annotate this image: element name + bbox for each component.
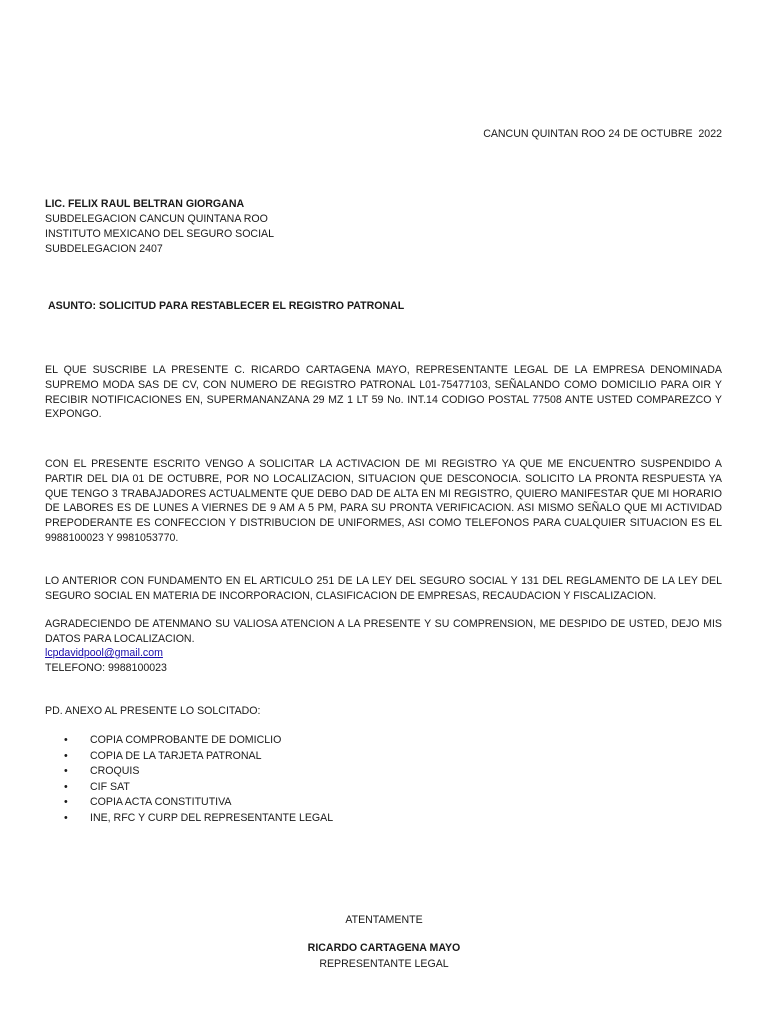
list-item [64,780,333,796]
addressee-name: LIC. FELIX RAUL BELTRAN GIORGANA [45,198,245,210]
body-paragraph-2: CON EL PRESENTE ESCRITO VENGO A SOLICITAR LA ACTIVACION DE MI REGISTRO YA QUE ME ENCUENTRO SUSPENDIDO A PARTIR DEL DIA 01 DE OCTUBRE, POR NO LOCALIZACION, SITUACION QUE DESCONOCIA. SOLICITO LA PRONTA RESPUESTA YA QUE TENGO 3 TRABAJADORES ACTUALMENTE QUE DEBO DAD DE ALTA EN MI REGISTRO, QUIERO MANIFESTAR QUE MI HORARIO DE LABORES ES DE LUNES A VIERNES DE 9 AM A 5 PM, PARA SU PRONTA VERIFICACION. ASI MISMO SEÑALO QUE MI ACTIVIDAD PREPODERANTE ES CONFECCION Y DISTRIBUCION DE UNIFORMES, ASI COMO TELEFONOS PARA CUALQUIER SITUACION ES EL 9988100023 Y 9981053770. [45,458,722,544]
annex-list [64,733,333,826]
closing-salutation: ATENTAMENTE [345,914,423,926]
list-item [64,764,333,780]
list-item-label: COPIA DE LA TARJETA PATRONAL [90,749,262,762]
bullet-icon: • [64,734,68,746]
list-item-label: COPIA ACTA CONSTITUTIVA [90,796,232,808]
signer-role: REPRESENTANTE LEGAL [319,958,449,970]
bullet-icon: • [64,780,68,793]
list-item [64,795,333,811]
body-paragraph-3: LO ANTERIOR CON FUNDAMENTO EN EL ARTICULO 251 DE LA LEY DEL SEGURO SOCIAL Y 131 DEL REGLAMENTO DE LA LEY DEL SEGURO SOCIAL EN MATERIA DE INCORPORACION, CLASIFICACION DE EMPRESAS, RECAUDACION Y FISCALIZACION. [45,575,722,602]
addressee-block [45,197,274,257]
phone-line: TELEFONO: 9988100023 [45,661,167,674]
addressee-line-3: SUBDELEGACION 2407 [45,243,163,255]
bullet-icon: • [64,765,68,777]
list-item [64,749,333,765]
subject-line: ASUNTO: SOLICITUD PARA RESTABLECER EL REGISTRO PATRONAL [48,300,405,312]
bullet-icon: • [64,796,68,808]
annex-intro: PD. ANEXO AL PRESENTE LO SOLCITADO: [45,705,261,717]
list-item-label: CIF SAT [90,780,130,793]
bullet-icon: • [64,749,68,762]
body-paragraph-1: EL QUE SUSCRIBE LA PRESENTE C. RICARDO CARTAGENA MAYO, REPRESENTANTE LEGAL DE LA EMPRESA DENOMINADA SUPREMO MODA SAS DE CV, CON NUMERO DE REGISTRO PATRONAL L01-75477103, SEÑALANDO COMO DOMICILIO PARA OIR Y RECIBIR NOTIFICACIONES EN, SUPERMANANZANA 29 MZ 1 LT 59 No. INT.14 CODIGO POSTAL 77508 ANTE USTED COMPAREZCO Y EXPONGO. [45,364,722,421]
list-item [64,733,333,749]
addressee-line-1: SUBDELEGACION CANCUN QUINTANA ROO [45,213,268,225]
signer-name: RICARDO CARTAGENA MAYO [307,942,461,954]
date-line: CANCUN QUINTAN ROO 24 DE OCTUBRE 2022 [483,128,722,140]
body-paragraph-4: AGRADECIENDO DE ATENMANO SU VALIOSA ATENCION A LA PRESENTE Y SU COMPRENSION, ME DESPIDO DE USTED, DEJO MIS DATOS PARA LOCALIZACION. [45,618,722,645]
list-item-label: CROQUIS [90,765,140,777]
list-item-label: COPIA COMPROBANTE DE DOMICLIO [90,734,282,746]
email-link[interactable]: lcpdavidpool@gmail.com [45,647,163,659]
contact-block [45,646,167,675]
addressee-line-2: INSTITUTO MEXICANO DEL SEGURO SOCIAL [45,228,274,240]
list-item-label: INE, RFC Y CURP DEL REPRESENTANTE LEGAL [90,811,334,824]
list-item [64,811,333,827]
bullet-icon: • [64,811,68,824]
